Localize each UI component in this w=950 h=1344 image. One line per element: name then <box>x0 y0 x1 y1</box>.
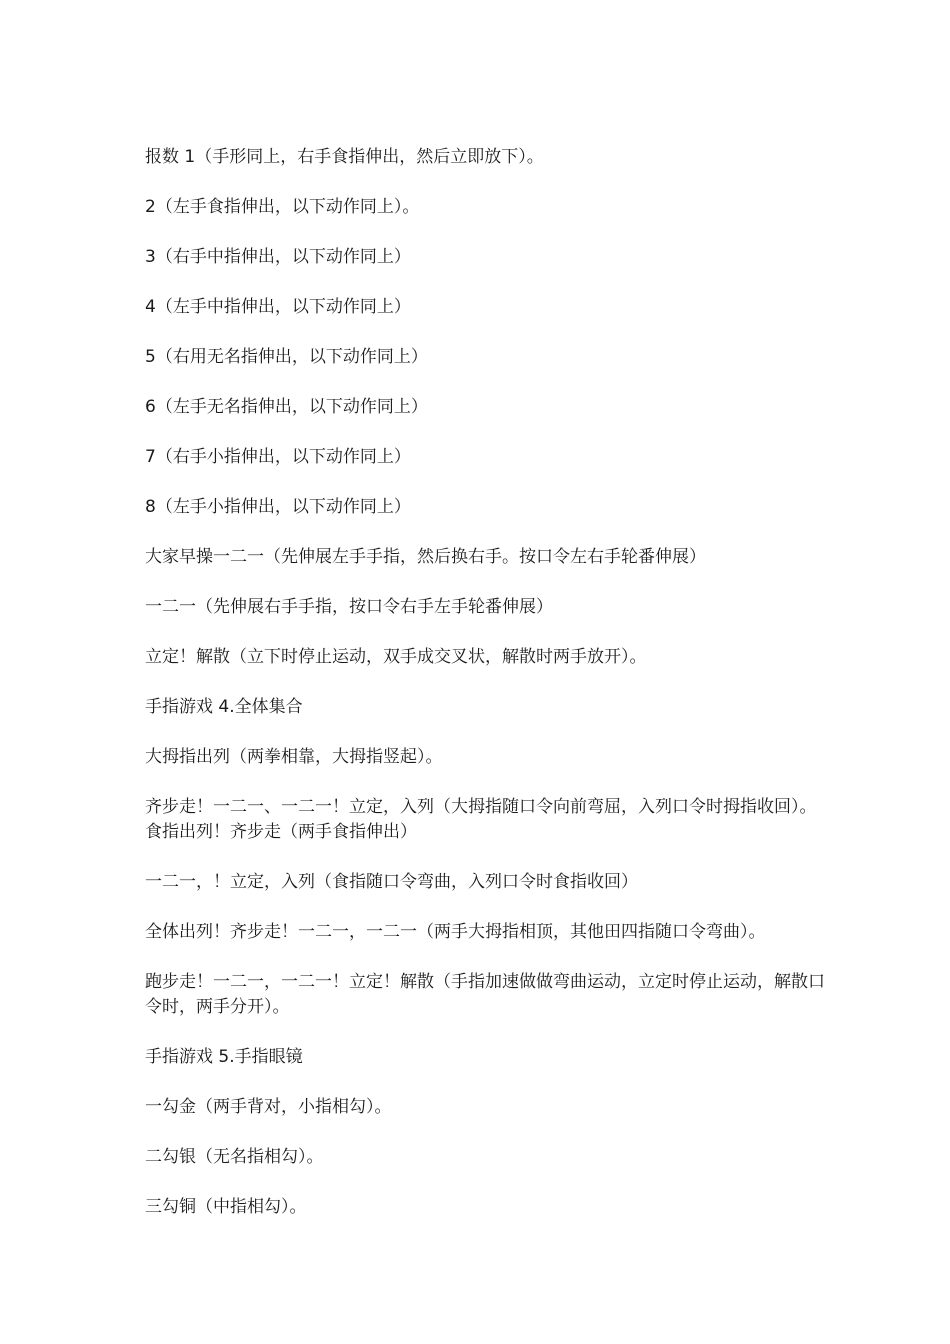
paragraph: 4（左手中指伸出，以下动作同上） <box>145 297 411 317</box>
paragraph: 报数 1（手形同上，右手食指伸出，然后立即放下）。 <box>145 147 544 167</box>
paragraph: 7（右手小指伸出，以下动作同上） <box>145 447 411 467</box>
paragraph: 3（右手中指伸出，以下动作同上） <box>145 247 411 267</box>
paragraph: 全体出列！齐步走！一二一，一二一（两手大拇指相顶，其他田四指随口令弯曲）。 <box>145 922 766 942</box>
section-heading: 手指游戏 5.手指眼镜 <box>145 1047 303 1067</box>
section-heading: 手指游戏 4.全体集合 <box>145 697 303 717</box>
document-body <box>145 145 825 1220</box>
paragraph: 5（右用无名指伸出，以下动作同上） <box>145 347 428 367</box>
paragraph: 一二一（先伸展右手手指，按口令右手左手轮番伸展） <box>145 597 553 617</box>
paragraph: 立定！解散（立下时停止运动，双手成交叉状，解散时两手放开）。 <box>145 647 647 667</box>
paragraph: 大拇指出列（两拳相靠，大拇指竖起）。 <box>145 747 443 767</box>
paragraph: 三勾铜（中指相勾）。 <box>145 1197 307 1217</box>
paragraph: 二勾银（无名指相勾）。 <box>145 1147 324 1167</box>
paragraph: 6（左手无名指伸出，以下动作同上） <box>145 397 428 417</box>
paragraph: 一二一，！立定，入列（食指随口令弯曲，入列口令时食指收回） <box>145 872 638 892</box>
paragraph: 一勾金（两手背对，小指相勾）。 <box>145 1097 392 1117</box>
paragraph: 2（左手食指伸出，以下动作同上）。 <box>145 197 420 217</box>
paragraph: 跑步走！一二一，一二一！立定！解散（手指加速做做弯曲运动，立定时停止运动，解散口令时，两手分开）。 <box>145 972 825 1017</box>
paragraph: 8（左手小指伸出，以下动作同上） <box>145 497 411 517</box>
paragraph: 齐步走！一二一、一二一！立定，入列（大拇指随口令向前弯屈，入列口令时拇指收回）。食指出列！齐步走（两手食指伸出） <box>145 797 817 842</box>
paragraph: 大家早操一二一（先伸展左手手指，然后换右手。按口令左右手轮番伸展） <box>145 547 706 567</box>
